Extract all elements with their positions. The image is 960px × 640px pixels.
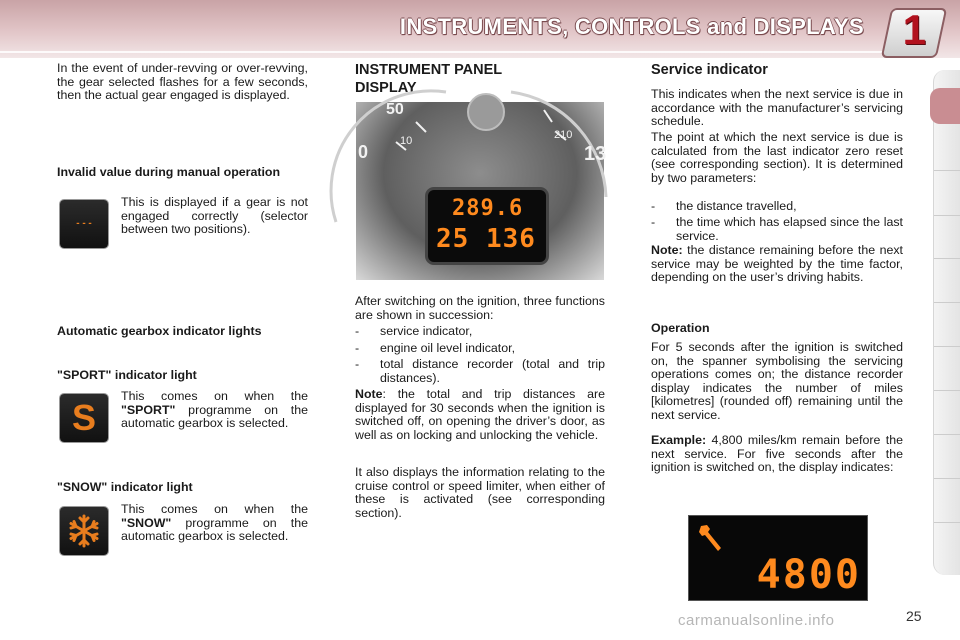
example-text: 4,800 miles/km remain before the next service. For five seconds after the ignition is switched on, the display indicates: (651, 433, 903, 475)
tab-divider (934, 258, 960, 259)
auto-gearbox-heading: Automatic gearbox indicator lights (57, 324, 262, 338)
sport-text (121, 390, 308, 431)
total-distance: 25 136 (436, 224, 536, 254)
service-note-text: the distance remaining before the next service may be weighted by the time factor, depending on the user’s driving habits. (651, 243, 903, 285)
odometer-lcd (428, 190, 546, 262)
note-paragraph (355, 388, 605, 442)
service-note (651, 244, 903, 285)
list-dash: - (651, 215, 656, 229)
page-number: 25 (906, 608, 922, 624)
snow-heading: "SNOW" indicator light (57, 480, 193, 494)
operation-text: For 5 seconds after the ignition is switched on, the spanner symbolising the servicing operations comes on; the distance recorder display indicates the number of miles [kilometres] (rounded off) remaining until the next service. (651, 340, 903, 422)
cruise-paragraph: It also displays the information relating to the cruise control or speed limiter, when either of these is activated (see corresponding section). (355, 465, 605, 520)
watermark: carmanualsonline.info (678, 612, 835, 629)
gauge-label-13: 13 (584, 143, 607, 165)
note-label: Note (355, 387, 383, 401)
trip-distance: 289.6 (452, 196, 524, 221)
list-item: engine oil level indicator, (380, 341, 516, 355)
ignition-paragraph: After switching on the ignition, three functions are shown in succession: (355, 294, 605, 322)
invalid-text: This is displayed if a gear is not engaged correctly (selector between two positions). (121, 195, 308, 237)
list-item: service indicator, (380, 324, 473, 338)
tab-divider (934, 346, 960, 347)
chapter-number: 1 (902, 6, 926, 53)
page-title: INSTRUMENTS, CONTROLS and DISPLAYS (399, 14, 864, 39)
snowflake-icon (60, 507, 108, 555)
intro-paragraph: In the event of under-revving or over-revving, the gear selected flashes for a few seconds, then the actual gear engaged is displayed. (57, 61, 308, 103)
tab-divider (934, 390, 960, 391)
sport-s-glyph: S (71, 397, 96, 438)
snow-text (121, 503, 308, 544)
chapter-tabs (933, 70, 960, 575)
invalid-gear-indicator (60, 200, 108, 248)
service-p2: The point at which the next service is due is calculated from the last indicator zero reset (see corresponding section). It is determined by two parameters: (651, 130, 903, 185)
tab-divider (934, 478, 960, 479)
gauge-label-50: 50 (386, 101, 404, 118)
sport-key: "SPORT" (121, 402, 176, 417)
service-distance: 4800 (756, 552, 861, 598)
list-dash: - (651, 199, 656, 213)
sport-indicator (60, 394, 108, 442)
header-rule (0, 51, 900, 53)
list-dash: - (355, 357, 360, 371)
sport-post: programme on the automatic gearbox is selected. (121, 402, 308, 431)
tab-divider (934, 215, 960, 216)
param-item: the time which has elapsed since the last service. (676, 215, 903, 243)
example-paragraph (651, 434, 903, 475)
list-item: total distance recorder (total and trip distances). (380, 357, 605, 385)
sport-pre: This comes on when the (121, 389, 308, 403)
invalid-heading: Invalid value during manual operation (57, 165, 281, 179)
param-item: the distance travelled, (676, 199, 797, 213)
list-dash: - (355, 324, 360, 338)
service-p1: This indicates when the next service is due in accordance with the manufacturer’s servicing schedule. (651, 87, 903, 129)
service-indicator-heading: Service indicator (651, 62, 768, 78)
snow-indicator (60, 507, 108, 555)
note-text: : the total and trip distances are displayed for 30 seconds when the ignition is switched off, on opening the driver’s door, as well as on locking and unlocking the vehicle. (355, 387, 605, 442)
operation-heading: Operation (651, 321, 710, 335)
service-note-label: Note: (651, 243, 683, 257)
snow-post: programme on the automatic gearbox is selected. (121, 515, 308, 544)
tab-divider (934, 302, 960, 303)
tab-divider (934, 522, 960, 523)
gauge-label-0: 0 (358, 142, 369, 162)
sport-heading: "SPORT" indicator light (57, 368, 197, 382)
chapter-tab-active[interactable] (930, 88, 960, 124)
gauge-label-10: 10 (400, 135, 413, 147)
service-display (688, 515, 868, 601)
list-dash: - (355, 341, 360, 355)
invalid-gear-glyph: - - - (76, 218, 92, 229)
spanner-icon (697, 522, 729, 554)
tab-divider (934, 434, 960, 435)
snow-pre: This comes on when the (121, 502, 308, 516)
example-label: Example: (651, 433, 707, 447)
snow-key: "SNOW" (121, 515, 172, 530)
tab-divider (934, 170, 960, 171)
gauge-label-210: 210 (554, 129, 573, 141)
instrument-panel-heading: INSTRUMENT PANEL DISPLAY (355, 62, 502, 96)
